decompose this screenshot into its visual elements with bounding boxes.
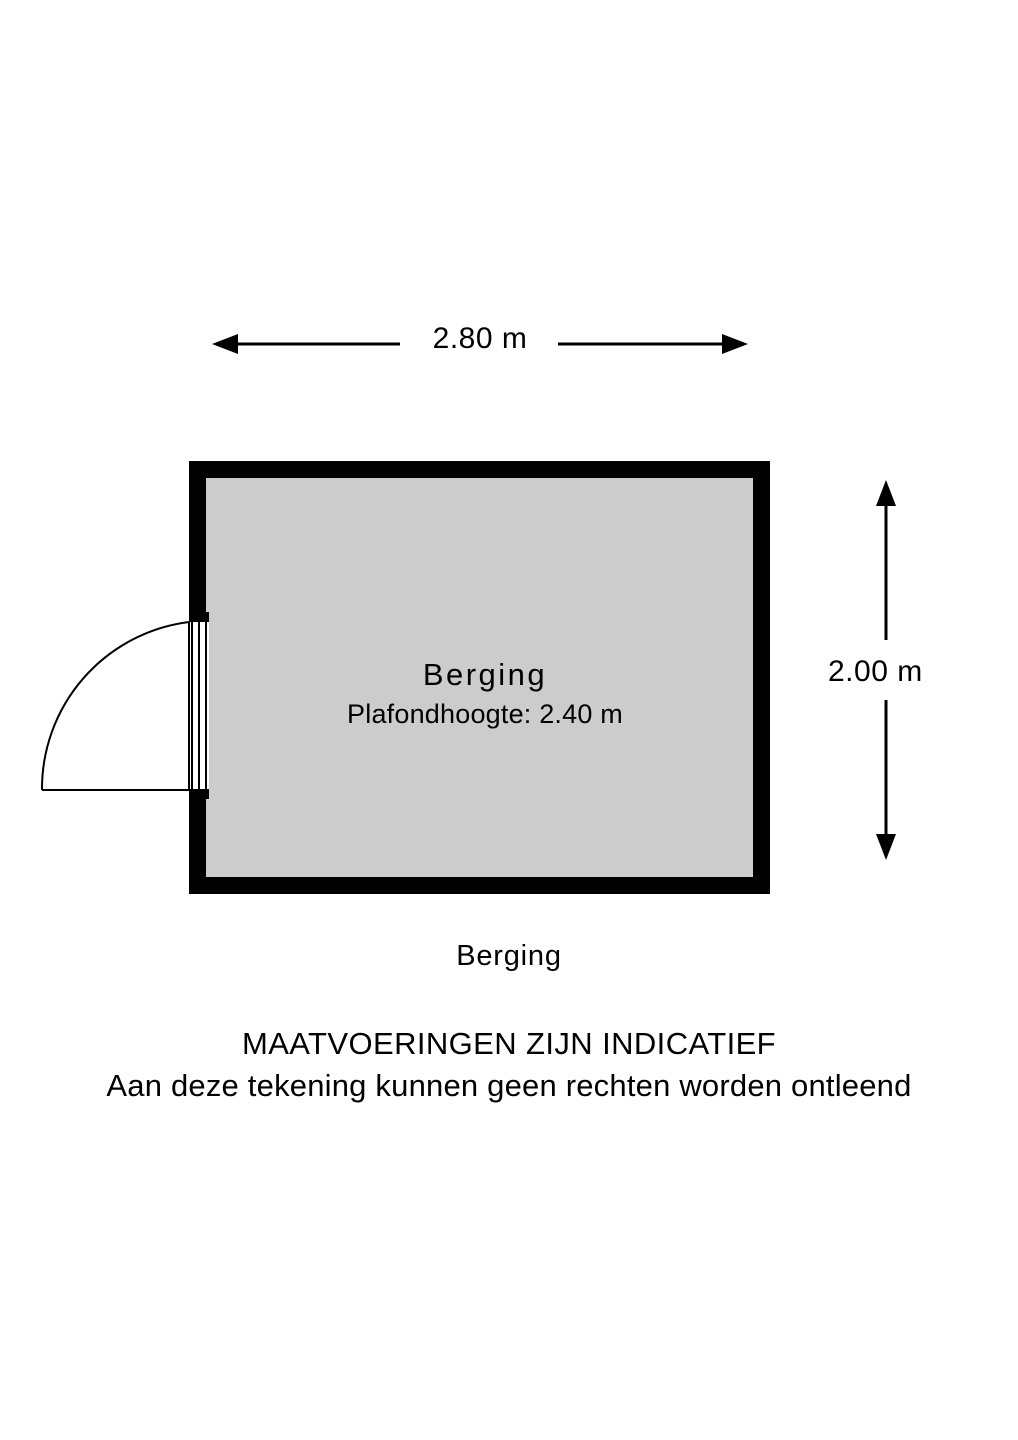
ceiling-height-label: Plafondhoogte: 2.40 m bbox=[347, 699, 623, 729]
plan-caption: Berging bbox=[456, 940, 562, 972]
room-label-berging: Berging bbox=[422, 657, 548, 692]
height-dimension-label: 2.00 m bbox=[828, 655, 923, 688]
disclaimer-line-1: MAATVOERINGEN ZIJN INDICATIEF bbox=[241, 1026, 777, 1061]
disclaimer-line-2: Aan deze tekening kunnen geen rechten worden ontleend bbox=[106, 1068, 912, 1103]
width-dimension-label: 2.80 m bbox=[432, 322, 528, 355]
